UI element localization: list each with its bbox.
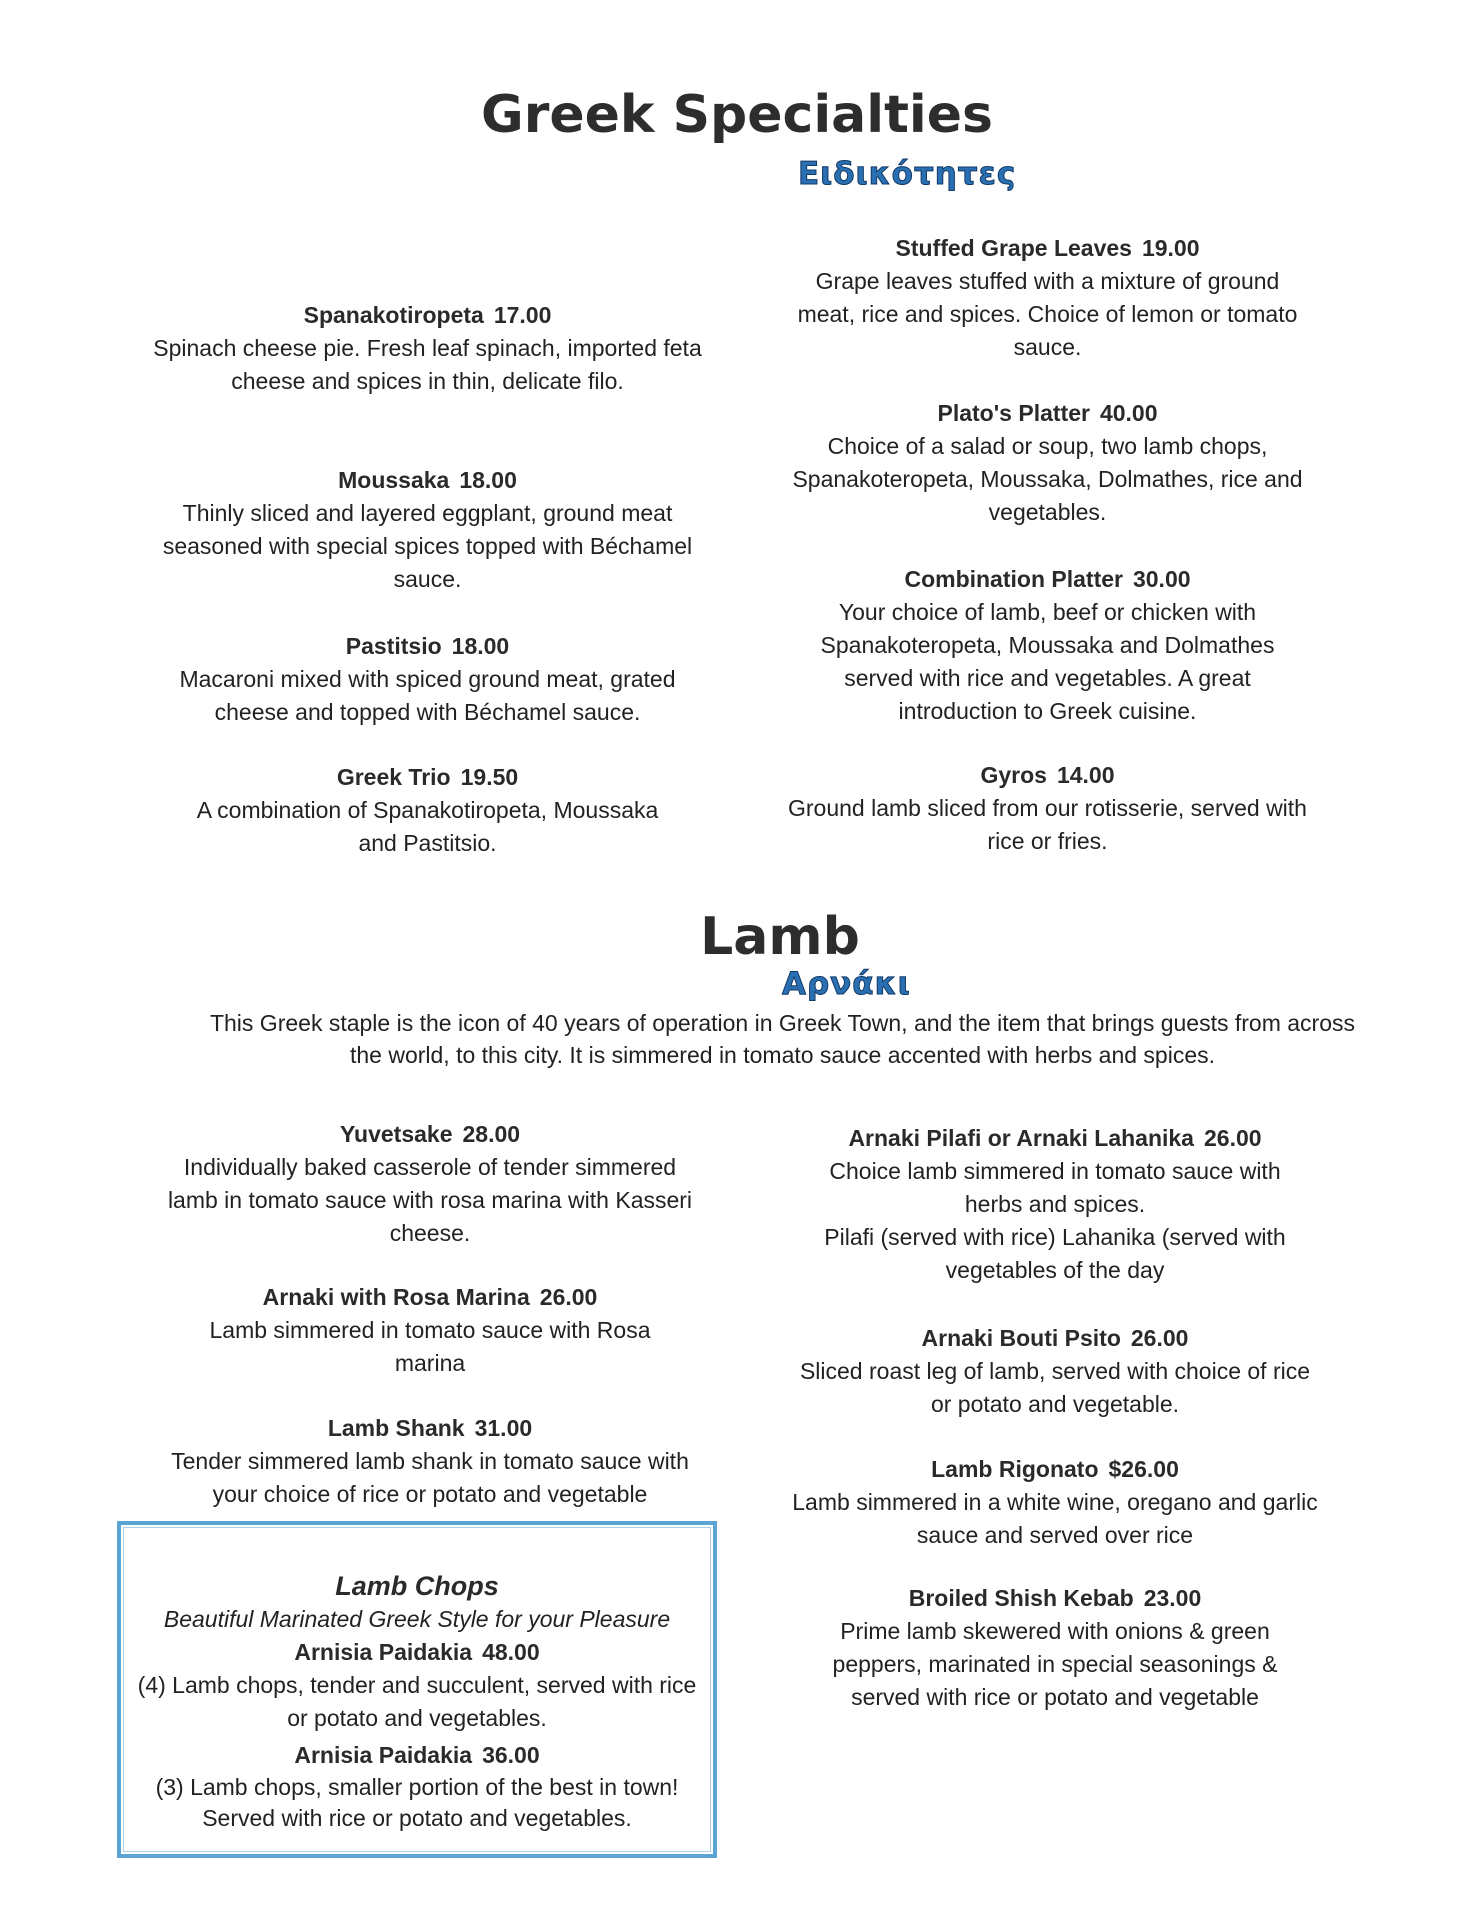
item-name: Arnaki Pilafi or Arnaki Lahanika (848, 1125, 1194, 1151)
item-price: 19.50 (460, 764, 519, 790)
item-price: $26.00 (1108, 1456, 1179, 1482)
menu-item-combination-platter (785, 563, 1310, 728)
item-price: 48.00 (482, 1639, 540, 1665)
item-price: 30.00 (1132, 566, 1191, 592)
item-name: Gyros (980, 762, 1047, 788)
item-name: Arnaki Bouti Psito (921, 1325, 1121, 1351)
item-description: Choice lamb simmered in tomato sauce with herbs and spices. (829, 1158, 1281, 1217)
menu-item-stuffed-grape-leaves (785, 232, 1310, 364)
item-name: Combination Platter (904, 566, 1123, 592)
item-name: Lamb Shank (327, 1415, 465, 1441)
item-price: 26.00 (539, 1284, 598, 1310)
lamb-chops-section (127, 1569, 707, 1834)
item-name: Greek Trio (336, 764, 451, 790)
item-price: 31.00 (474, 1415, 533, 1441)
item-description: Lamb simmered in a white wine, oregano and garlic sauce and served over rice (792, 1489, 1318, 1548)
item-name: Broiled Shish Kebab (908, 1585, 1134, 1611)
lamb-chops-title: Lamb Chops (335, 1571, 499, 1601)
menu-item-broiled-shish-kebab (790, 1582, 1320, 1714)
item-description-extra: Pilafi (served with rice) Lahanika (served with vegetables of the day (824, 1224, 1286, 1283)
menu-item-arnaki-pilafi (790, 1122, 1320, 1287)
lamb-intro: This Greek staple is the icon of 40 years of operation in Greek Town, and the item that brings guests from across the world, to this city. It is simmered in tomato sauce accented with herbs and spices. (209, 1010, 1356, 1068)
menu-item-lamb-rigonato (790, 1453, 1320, 1552)
item-name: Pastitsio (345, 633, 442, 659)
menu-item-spanakotiropeta (150, 299, 705, 398)
menu-item-pastitsio (150, 630, 705, 729)
item-name: Arnaki with Rosa Marina (262, 1284, 530, 1310)
item-description: Grape leaves stuffed with a mixture of ground meat, rice and spices. Choice of lemon or tomato sauce. (797, 268, 1298, 360)
menu-item-lamb-shank (160, 1412, 700, 1511)
item-name: Yuvetsake (339, 1121, 453, 1147)
item-price: 18.00 (451, 633, 510, 659)
lamb-chops-subtitle: Beautiful Marinated Greek Style for your Pleasure (163, 1606, 671, 1632)
item-description: Choice of a salad or soup, two lamb chops, Spanakoteropeta, Moussaka, Dolmathes, rice and vegetables. (792, 433, 1303, 525)
item-name: Lamb Rigonato (931, 1456, 1099, 1482)
item-name: Stuffed Grape Leaves (895, 235, 1132, 261)
item-description: Individually baked casserole of tender simmered lamb in tomato sauce with rosa marina with Kasseri cheese. (167, 1154, 693, 1246)
item-description: Macaroni mixed with spiced ground meat, grated cheese and topped with Béchamel sauce. (179, 666, 676, 725)
menu-item-gyros (785, 759, 1310, 858)
item-name: Arnisia Paidakia (294, 1639, 473, 1665)
specialties-title: Greek Specialties (481, 85, 993, 145)
specialties-greek-title: Ειδικότητες (798, 156, 1017, 192)
item-description: (4) Lamb chops, tender and succulent, served with rice or potato and vegetables. (137, 1672, 697, 1731)
item-description: Thinly sliced and layered eggplant, ground meat seasoned with special spices topped with Béchamel sauce. (162, 500, 693, 592)
menu-item-yuvetsake (160, 1118, 700, 1250)
item-price: 36.00 (482, 1742, 540, 1768)
item-description: Tender simmered lamb shank in tomato sauce with your choice of rice or potato and vegetable (171, 1448, 689, 1507)
menu-item-moussaka (150, 464, 705, 596)
menu-item-arnaki-bouti-psito (790, 1322, 1320, 1421)
item-price: 40.00 (1099, 400, 1158, 426)
item-price: 17.00 (493, 302, 552, 328)
item-price: 28.00 (462, 1121, 521, 1147)
item-description: A combination of Spanakotiropeta, Moussaka and Pastitsio. (196, 797, 659, 856)
menu-item-greek-trio (150, 761, 705, 860)
item-description: Your choice of lamb, beef or chicken with Spanakoteropeta, Moussaka and Dolmathes served with rice and vegetables. A great introduction to Greek cuisine. (820, 599, 1275, 724)
item-description: Ground lamb sliced from our rotisserie, served with rice or fries. (788, 795, 1307, 854)
item-price: 26.00 (1130, 1325, 1189, 1351)
item-description: Sliced roast leg of lamb, served with choice of rice or potato and vegetable. (799, 1358, 1311, 1417)
item-name: Spanakotiropeta (303, 302, 484, 328)
lamb-title: Lamb (700, 907, 860, 967)
item-name: Plato's Platter (937, 400, 1090, 426)
item-description: Prime lamb skewered with onions & green peppers, marinated in special seasonings & served with rice or potato and vegetable (832, 1618, 1278, 1710)
item-price: 26.00 (1203, 1125, 1262, 1151)
item-description: Spinach cheese pie. Fresh leaf spinach, imported feta cheese and spices in thin, delicate filo. (153, 335, 702, 394)
item-description: Lamb simmered in tomato sauce with Rosa marina (209, 1317, 651, 1376)
item-description: (3) Lamb chops, smaller portion of the best in town! Served with rice or potato and vegetables. (155, 1774, 679, 1831)
item-price: 23.00 (1143, 1585, 1202, 1611)
lamb-chops-box (117, 1521, 717, 1858)
menu-item-arnaki-rosa-marina (160, 1281, 700, 1380)
item-name: Moussaka (338, 467, 450, 493)
item-price: 18.00 (459, 467, 517, 493)
item-price: 19.00 (1141, 235, 1200, 261)
lamb-greek-title: Αρνάκι (782, 966, 911, 1002)
item-price: 14.00 (1056, 762, 1115, 788)
menu-item-platos-platter (785, 397, 1310, 529)
item-name: Arnisia Paidakia (294, 1742, 473, 1768)
